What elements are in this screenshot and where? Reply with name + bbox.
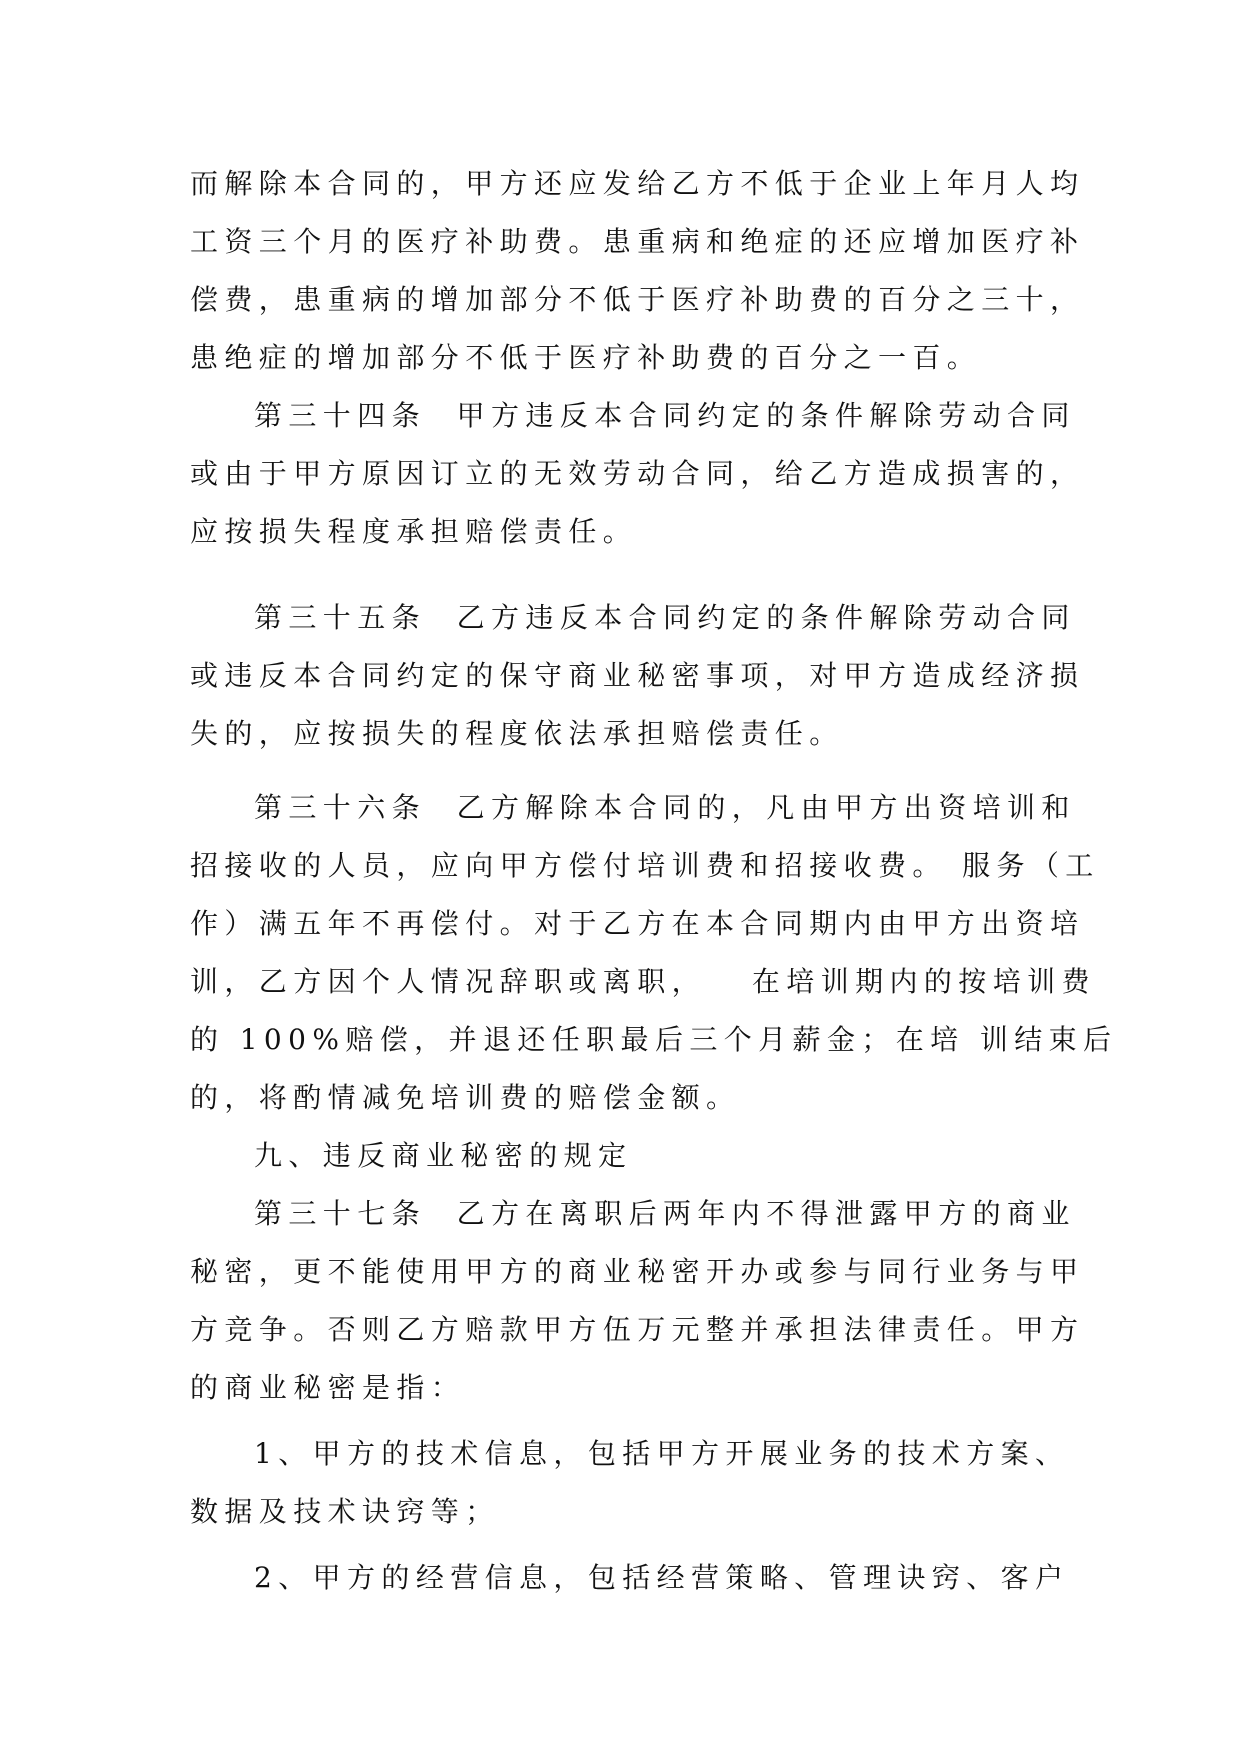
paragraph-line: 而解除本合同的，甲方还应发给乙方不低于企业上年月人均 (190, 167, 1085, 200)
article-37-heading-line: 第三十七条 乙方在离职后两年内不得泄露甲方的商业 (254, 1197, 1076, 1230)
paragraph-line: 或违反本合同约定的保守商业秘密事项，对甲方造成经济损 (190, 659, 1085, 692)
paragraph-line: 的 100%赔偿，并退还任职最后三个月薪金；在培 训结束后 (190, 1023, 1118, 1056)
list-item-1-line: 1、甲方的技术信息，包括甲方开展业务的技术方案、 (254, 1437, 1070, 1470)
list-item-2-line: 2、甲方的经营信息，包括经营策略、管理诀窍、客户 (254, 1561, 1070, 1594)
paragraph-line: 患绝症的增加部分不低于医疗补助费的百分之一百。 (190, 341, 982, 374)
article-35-heading-line: 第三十五条 乙方违反本合同约定的条件解除劳动合同 (254, 601, 1076, 634)
paragraph-line: 应按损失程度承担赔偿责任。 (190, 515, 638, 548)
article-34-heading-line: 第三十四条 甲方违反本合同约定的条件解除劳动合同 (254, 399, 1076, 432)
paragraph-line: 秘密，更不能使用甲方的商业秘密开办或参与同行业务与甲 (190, 1255, 1085, 1288)
paragraph-line: 训，乙方因个人情况辞职或离职， 在培训期内的按培训费 (190, 965, 1096, 998)
section-nine-heading: 九、违反商业秘密的规定 (254, 1139, 633, 1172)
document-body (190, 155, 1118, 1607)
paragraph-line: 的商业秘密是指： (190, 1371, 466, 1404)
article-36-heading-line: 第三十六条 乙方解除本合同的，凡由甲方出资培训和 (254, 791, 1076, 824)
paragraph-line: 偿费，患重病的增加部分不低于医疗补助费的百分之三十， (190, 283, 1085, 316)
paragraph-line: 或由于甲方原因订立的无效劳动合同，给乙方造成损害的， (190, 457, 1085, 490)
paragraph-line: 数据及技术诀窍等； (190, 1495, 500, 1528)
paragraph-line: 工资三个月的医疗补助费。患重病和绝症的还应增加医疗补 (190, 225, 1085, 258)
paragraph-line: 方竞争。否则乙方赔款甲方伍万元整并承担法律责任。甲方 (190, 1313, 1085, 1346)
paragraph-line: 作）满五年不再偿付。对于乙方在本合同期内由甲方出资培 (190, 907, 1085, 940)
paragraph-line: 失的，应按损失的程度依法承担赔偿责任。 (190, 717, 844, 750)
paragraph-line: 的，将酌情减免培训费的赔偿金额。 (190, 1081, 741, 1114)
paragraph-line: 招接收的人员，应向甲方偿付培训费和招接收费。 服务（工 (190, 849, 1100, 882)
